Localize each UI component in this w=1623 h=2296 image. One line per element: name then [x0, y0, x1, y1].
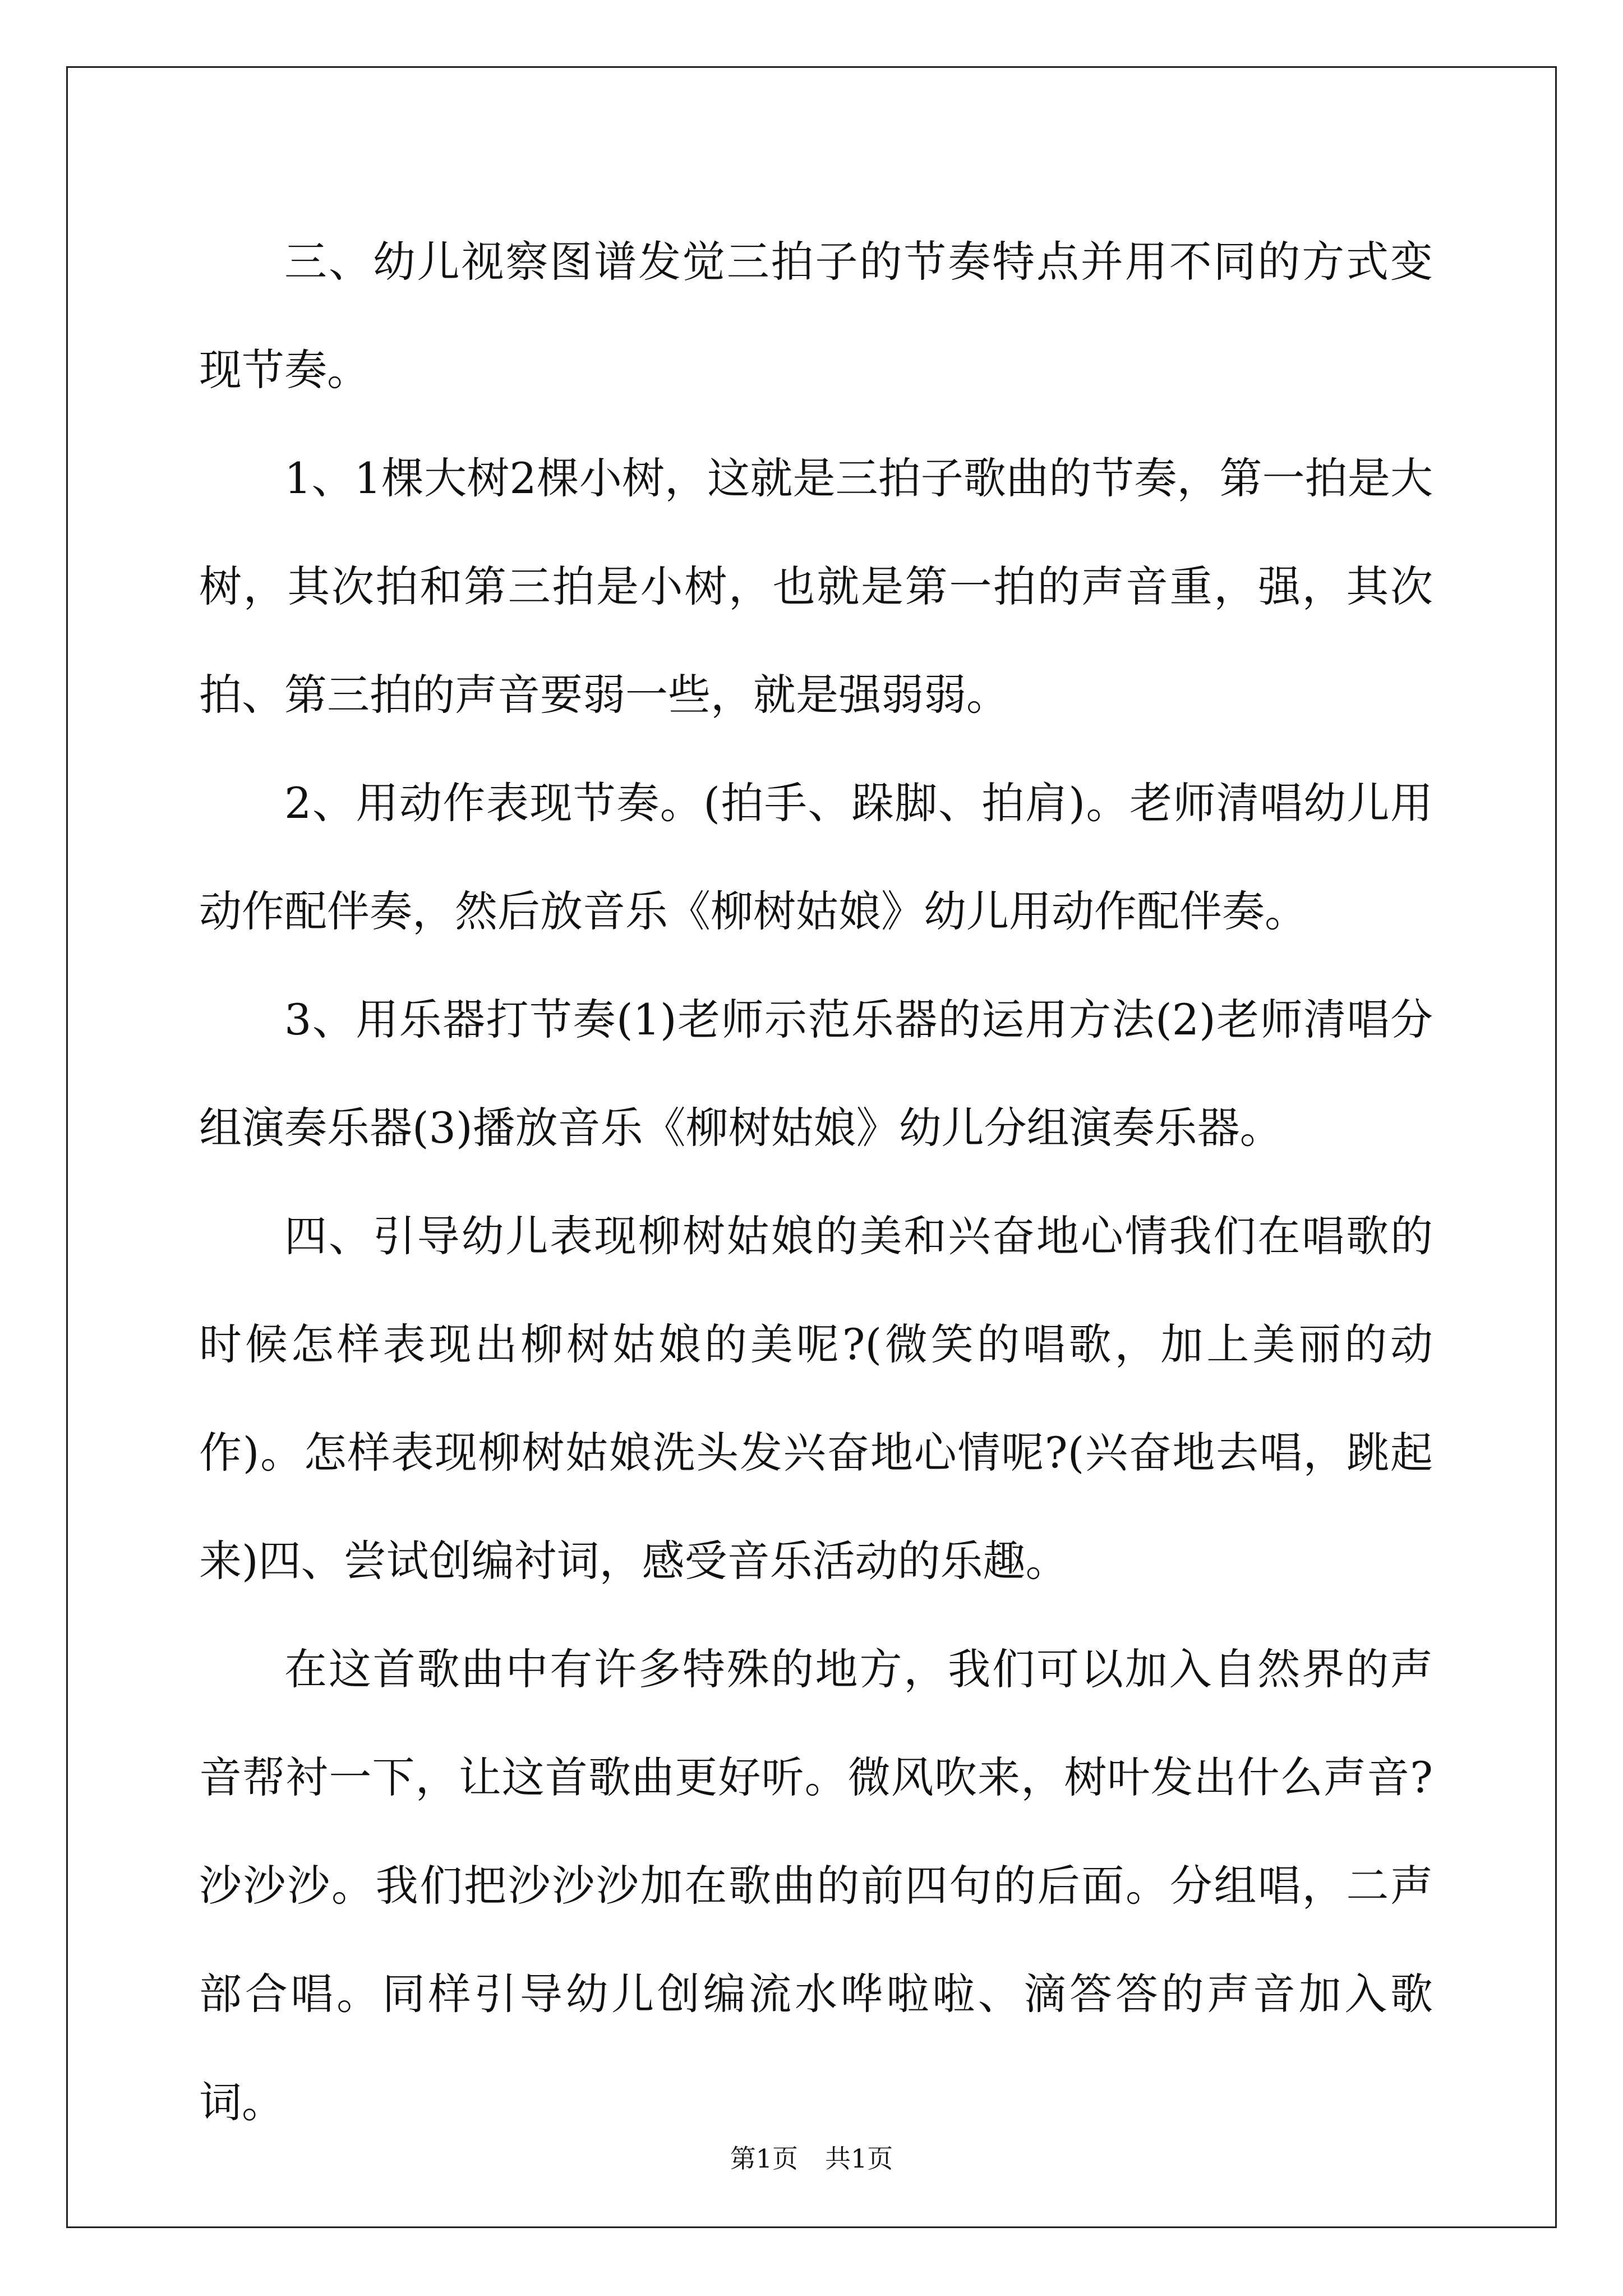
- paragraph-closing: 在这首歌曲中有许多特殊的地方，我们可以加入自然界的声音帮衬一下，让这首歌曲更好听。微风吹来，树叶发出什么声音?沙沙沙。我们把沙沙沙加在歌曲的前四句的后面。分组唱，二声部合唱。同样引导幼儿创编流水哗啦啦、滴答答的声音加入歌词。: [199, 1644, 1433, 2127]
- page-number: 第1页: [730, 2143, 798, 2174]
- document-body: [199, 208, 1433, 2156]
- paragraph-section-three: 三、幼儿视察图谱发觉三拍子的节奏特点并用不同的方式变现节奏。: [199, 237, 1433, 395]
- page-total: 共1页: [825, 2143, 893, 2174]
- paragraph-item-one: 1、1棵大树2棵小树，这就是三拍子歌曲的节奏，第一拍是大树，其次拍和第三拍是小树，也就是第一拍的声音重，强，其次拍、第三拍的声音要弱一些，就是强弱弱。: [199, 453, 1433, 720]
- page-footer: [0, 2138, 1623, 2175]
- paragraph-item-two: 2、用动作表现节奏。(拍手、跺脚、拍肩)。老师清唱幼儿用动作配伴奏，然后放音乐《柳树姑娘》幼儿用动作配伴奏。: [199, 778, 1433, 936]
- paragraph-item-three: 3、用乐器打节奏(1)老师示范乐器的运用方法(2)老师清唱分组演奏乐器(3)播放音乐《柳树姑娘》幼儿分组演奏乐器。: [199, 995, 1433, 1153]
- paragraph-section-four: 四、引导幼儿表现柳树姑娘的美和兴奋地心情我们在唱歌的时候怎样表现出柳树姑娘的美呢?(微笑的唱歌，加上美丽的动作)。怎样表现柳树姑娘洗头发兴奋地心情呢?(兴奋地去唱，跳起来)四、尝试创编衬词，感受音乐活动的乐趣。: [199, 1211, 1433, 1586]
